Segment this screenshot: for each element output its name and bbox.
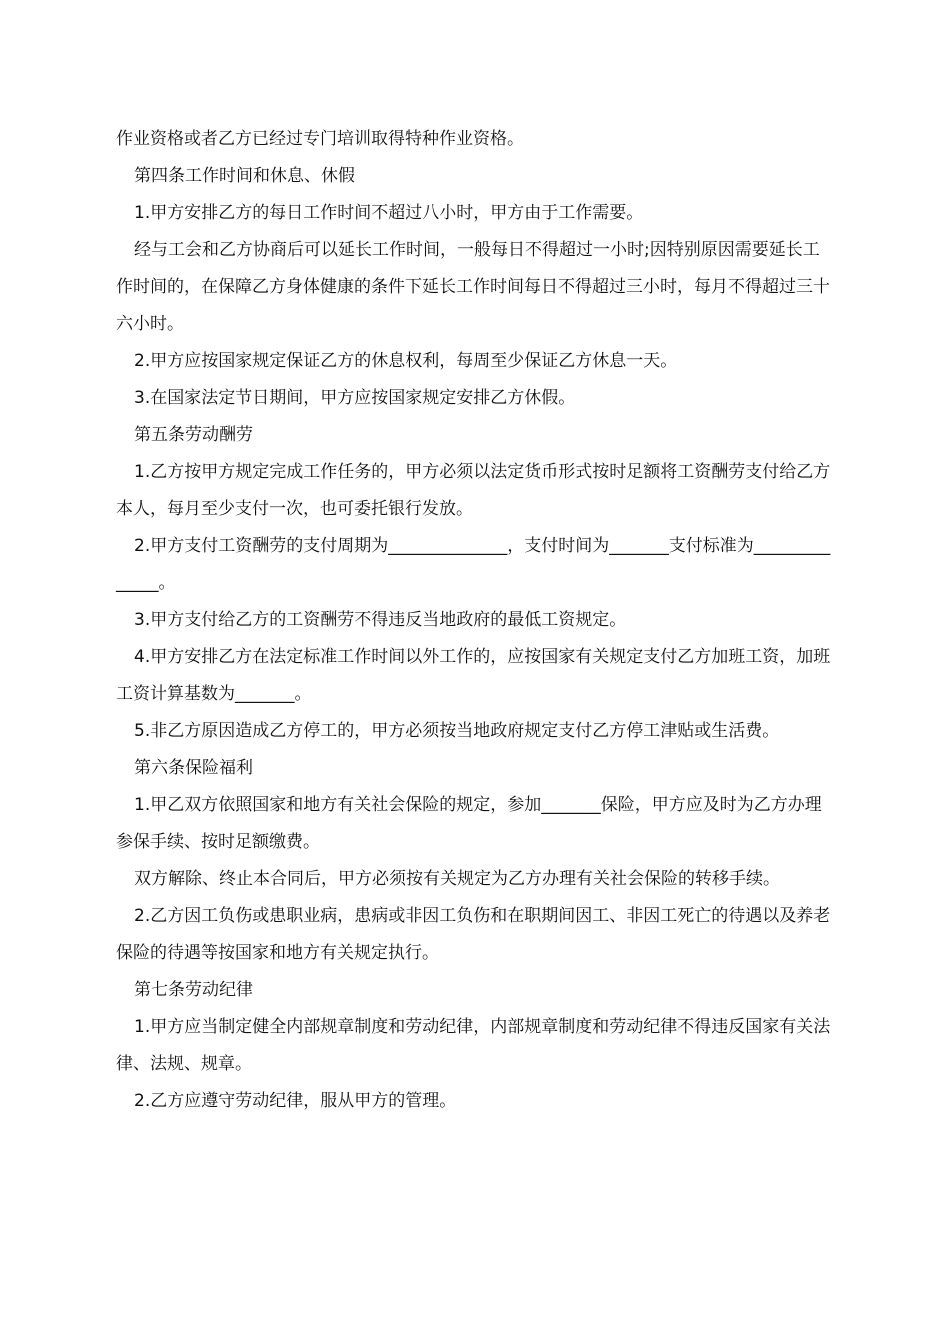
article-6-heading: 第六条保险福利 — [134, 758, 253, 778]
article-6-clause-1-detail: 双方解除、终止本合同后，甲方必须按有关规定为乙方办理有关社会保险的转移手续。 — [134, 869, 780, 889]
article-5-clause-2: 2.甲方支付工资酬劳的支付周期为______________，支付时间为_______支付标准为______________。 — [116, 536, 831, 593]
article-7-clause-1: 1.甲方应当制定健全内部规章制度和劳动纪律，内部规章制度和劳动纪律不得违反国家有关法律、法规、规章。 — [116, 1017, 831, 1074]
paragraph-continuation: 作业资格或者乙方已经过专门培训取得特种作业资格。 — [116, 129, 524, 149]
article-5-clause-5: 5.非乙方原因造成乙方停工的，甲方必须按当地政府规定支付乙方停工津贴或生活费。 — [134, 721, 780, 741]
article-4-clause-1-detail: 经与工会和乙方协商后可以延长工作时间，一般每日不得超过一小时;因特别原因需要延长工作时间的，在保障乙方身体健康的条件下延长工作时间每日不得超过三小时，每月不得超过三十六小时。 — [116, 240, 830, 334]
article-5-clause-4: 4.甲方安排乙方在法定标准工作时间以外工作的，应按国家有关规定支付乙方加班工资，加班工资计算基数为_______。 — [116, 647, 831, 704]
article-4-heading: 第四条工作时间和休息、休假 — [134, 166, 355, 186]
article-6-clause-1: 1.甲乙双方依照国家和地方有关社会保险的规定，参加_______保险，甲方应及时为乙方办理参保手续、按时足额缴费。 — [116, 795, 822, 852]
article-5-clause-1: 1.乙方按甲方规定完成工作任务的，甲方必须以法定货币形式按时足额将工资酬劳支付给乙方本人，每月至少支付一次，也可委托银行发放。 — [116, 462, 831, 519]
article-4-clause-2: 2.甲方应按国家规定保证乙方的休息权利，每周至少保证乙方休息一天。 — [134, 351, 678, 371]
article-4-clause-3: 3.在国家法定节日期间，甲方应按国家规定安排乙方休假。 — [134, 388, 576, 408]
article-5-clause-3: 3.甲方支付给乙方的工资酬劳不得违反当地政府的最低工资规定。 — [134, 610, 627, 630]
article-6-clause-2: 2.乙方因工负伤或患职业病，患病或非因工负伤和在职期间因工、非因工死亡的待遇以及养老保险的待遇等按国家和地方有关规定执行。 — [116, 906, 831, 963]
article-5-heading: 第五条劳动酬劳 — [134, 425, 253, 445]
article-7-heading: 第七条劳动纪律 — [134, 980, 253, 1000]
document-body — [116, 121, 836, 1120]
article-7-clause-2: 2.乙方应遵守劳动纪律，服从甲方的管理。 — [134, 1091, 457, 1111]
article-4-clause-1: 1.甲方安排乙方的每日工作时间不超过八小时，甲方由于工作需要。 — [134, 203, 644, 223]
